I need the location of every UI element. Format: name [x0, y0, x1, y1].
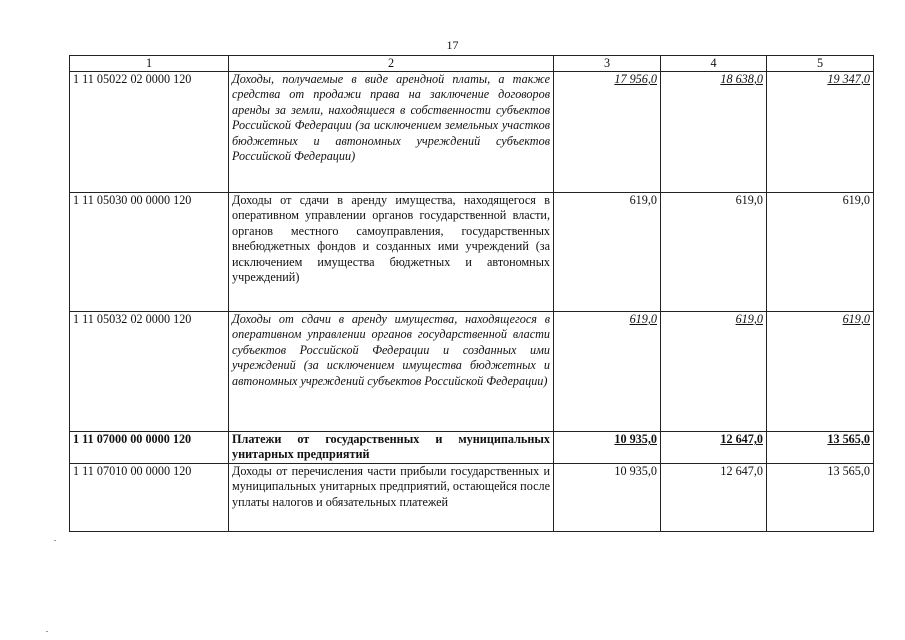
column-header-1: 1 — [70, 56, 229, 72]
revenue-description-cell: Доходы, получаемые в виде арендной платы, а также средства от продажи права на заключение договоров аренды за земли, находящиеся в собственности субъектов Российской Федерации (за исключением земельных участков бюджетных и автономных учреждений субъектов Российской Федерации) — [229, 72, 554, 193]
table-row — [70, 72, 874, 193]
table-row — [70, 432, 874, 464]
revenue-description-cell: Доходы от сдачи в аренду имущества, находящегося в оперативном управлении органов государственной власти, органов местного самоуправления, государственных внебюджетных фондов и созданных ими учреждений (за исключением имущества бюджетных и автономных учреждений) — [229, 193, 554, 312]
value-col3-cell: 10 935,0 — [554, 432, 661, 464]
value-col5-cell: 13 565,0 — [767, 464, 874, 532]
value-col4-cell: 12 647,0 — [661, 432, 767, 464]
revenue-code-cell: 1 11 07010 00 0000 120 — [70, 464, 229, 532]
table-row — [70, 464, 874, 532]
page-number: 17 — [446, 38, 459, 52]
revenue-code-cell: 1 11 05032 02 0000 120 — [70, 312, 229, 432]
value-col4-cell: 619,0 — [661, 312, 767, 432]
scan-speck — [54, 540, 56, 541]
revenue-code-cell: 1 11 05022 02 0000 120 — [70, 72, 229, 193]
value-col4-cell: 12 647,0 — [661, 464, 767, 532]
table-row — [70, 312, 874, 432]
value-col3-cell: 619,0 — [554, 312, 661, 432]
column-header-3: 3 — [554, 56, 661, 72]
value-col3-cell: 17 956,0 — [554, 72, 661, 193]
value-col5-cell: 619,0 — [767, 312, 874, 432]
value-col4-cell: 619,0 — [661, 193, 767, 312]
budget-revenue-table — [69, 55, 874, 532]
value-col5-cell: 19 347,0 — [767, 72, 874, 193]
revenue-description-cell: Доходы от перечисления части прибыли государственных и муниципальных унитарных предприятий, остающейся после уплаты налогов и обязательных платежей — [229, 464, 554, 532]
value-col3-cell: 619,0 — [554, 193, 661, 312]
revenue-code-cell: 1 11 07000 00 0000 120 — [70, 432, 229, 464]
revenue-description-cell: Доходы от сдачи в аренду имущества, находящегося в оперативном управлении органов государственной власти субъектов Российской Федерации и созданных ими учреждений (за исключением имущества бюджетных и автономных учреждений субъектов Российской Федерации) — [229, 312, 554, 432]
table-header-row — [70, 56, 874, 72]
column-header-4: 4 — [661, 56, 767, 72]
value-col3-cell: 10 935,0 — [554, 464, 661, 532]
column-header-5: 5 — [767, 56, 874, 72]
scan-speck — [46, 631, 48, 632]
column-header-2: 2 — [229, 56, 554, 72]
value-col5-cell: 13 565,0 — [767, 432, 874, 464]
table-row — [70, 193, 874, 312]
revenue-code-cell: 1 11 05030 00 0000 120 — [70, 193, 229, 312]
revenue-description-cell: Платежи от государственных и муниципальных унитарных предприятий — [229, 432, 554, 464]
value-col5-cell: 619,0 — [767, 193, 874, 312]
value-col4-cell: 18 638,0 — [661, 72, 767, 193]
